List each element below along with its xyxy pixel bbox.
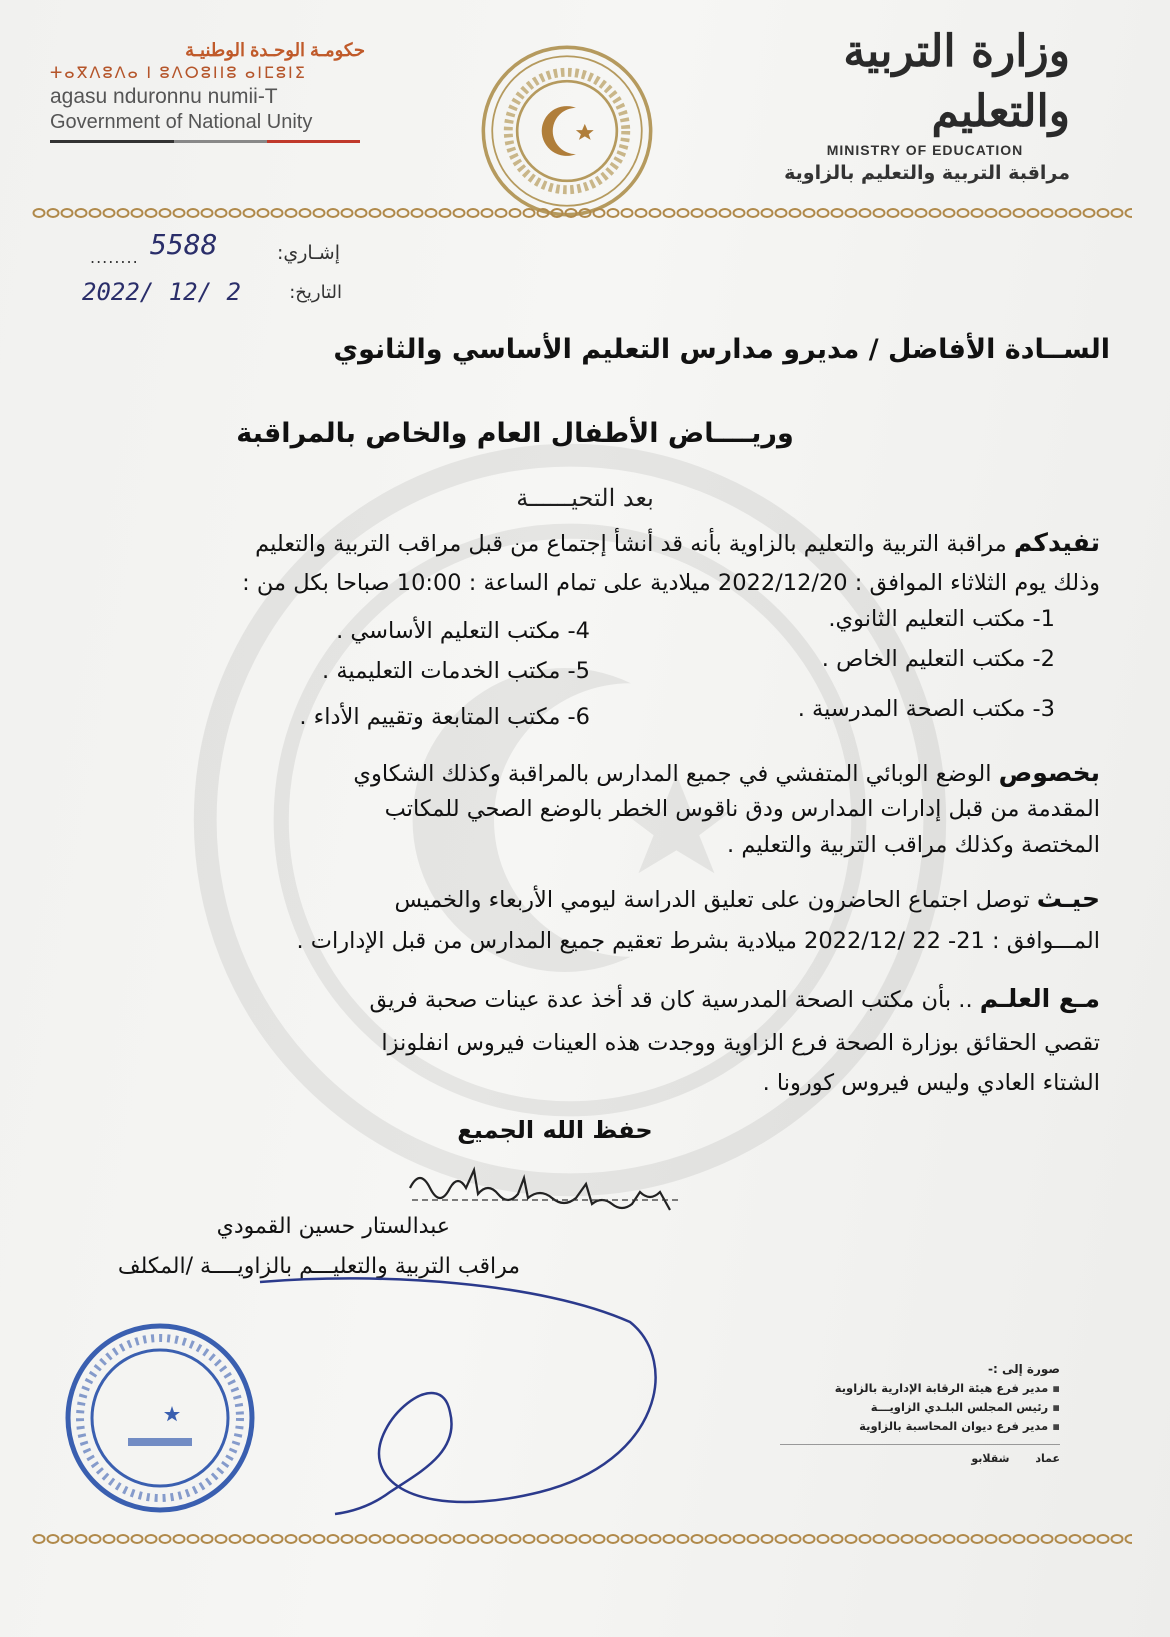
handwritten-signature (240, 1262, 680, 1522)
copies-title: صورة إلى :- (987, 1362, 1060, 1376)
note-line-2: تقصي الحقائق بوزارة الصحة فرع الزاوية ووجدت هذه العينات فيروس انفلونزا (381, 1030, 1100, 1056)
whereas-line-2: المـــوافق : 21- 22 /2022/12 ميلادية بشرط تعقيم جميع المدارس من قبل الإدارات . (296, 928, 1100, 954)
copies-item-2: ▪ رئيس المجلس البلـدي الزاويـــة (780, 1398, 1060, 1417)
regarding-lead: بخصوص (998, 758, 1100, 787)
ministry-subtitle: مراقبة التربية والتعليم بالزاوية (784, 162, 1070, 184)
date-value: 2022/ 12/ 2 (82, 278, 241, 306)
note-text: .. بأن مكتب الصحة المدرسية كان قد أخذ عدة عينات صحبة فريق (369, 987, 973, 1013)
state-seal (478, 42, 656, 220)
copies-footer (780, 1444, 1060, 1468)
regarding-text: الوضع الوبائي المتفشي في جميع المدارس بالمراقبة وكذلك الشكاوي (353, 761, 992, 787)
reference-dots: ........ (90, 248, 139, 267)
official-stamp (60, 1318, 260, 1518)
greeting: بعد التحيــــــة (516, 484, 654, 512)
gov-arabic-name: حكومـة الوحـدة الوطنيـة (185, 40, 365, 60)
reference-number-row (90, 228, 340, 268)
ministry-english-name: MINISTRY OF EDUCATION (826, 142, 1024, 158)
intro-paragraph (70, 526, 1100, 561)
bottom-decorative-border (32, 1532, 1132, 1546)
whereas-text: توصل اجتماع الحاضرون على تعليق الدراسة ليومي الأربعاء والخميس (394, 887, 1030, 913)
intro-lead: تفيدكم (1013, 528, 1100, 557)
office-item-6: 6- مكتب المتابعة وتقييم الأداء . (299, 704, 590, 730)
reference-label: إشـاري: (276, 242, 340, 264)
note-line-3: الشتاء العادي وليس فيروس كورونا . (762, 1070, 1100, 1096)
ministry-header (740, 22, 1070, 184)
whereas-lead: حيـث (1036, 884, 1100, 913)
office-item-2: 2- مكتب التعليم الخاص . (821, 646, 1055, 672)
addressee-line-1: الســادة الأفاضل / مديرو مدارس التعليم الأساسي والثانوي (333, 334, 1110, 365)
note-line-1 (70, 982, 1100, 1017)
signer-title: مراقب التربية والتعليـــم بالزاويــــة /المكلف (117, 1254, 520, 1279)
intro-text: مراقبة التربية والتعليم بالزاوية بأنه قد أنشأ إجتماع من قبل مراقب التربية والتعليم (255, 531, 1007, 557)
gov-color-rule (50, 140, 360, 143)
office-item-5: 5- مكتب الخدمات التعليمية . (322, 658, 590, 684)
regarding-line-1 (70, 756, 1100, 791)
whereas-line-1 (70, 882, 1100, 917)
government-header (50, 40, 370, 143)
intro-line-2: وذلك يوم الثلاثاء الموافق : 2022/12/20 ميلادية على تمام الساعة : 10:00 صباحا بكل من : (242, 570, 1100, 596)
closing-phrase: حفظ الله الجميع (457, 1116, 653, 1144)
office-item-4: 4- مكتب التعليم الأساسي . (336, 618, 590, 644)
copies-item-3: ▪ مدير فرع ديوان المحاسبة بالزاوية (780, 1417, 1060, 1436)
calligraphy-signature (400, 1158, 700, 1212)
top-decorative-border (32, 206, 1132, 220)
addressee-line-2: وريــــاض الأطفال العام والخاص بالمراقبة (236, 418, 794, 449)
ministry-calligraphy: وزارة التربية والتعليم (843, 26, 1070, 137)
office-item-3: 3- مكتب الصحة المدرسية . (797, 696, 1055, 722)
file-note: شقلابو (971, 1452, 1010, 1465)
note-lead: مـع العلـم (979, 984, 1100, 1013)
copies-to-block (780, 1360, 1060, 1468)
archive-note: عماد (1035, 1452, 1060, 1465)
reference-number: 5588 (150, 228, 218, 261)
gov-english-name: Government of National Unity (50, 111, 313, 133)
gov-amazigh-name: agasu nduronnu numii-T (50, 85, 278, 108)
gov-tifinagh-name: ⵜⴰⴳⴷⵓⴷⴰ ⵏ ⵓⴷⵔⵓⵏⵏⵓ ⴰⵏⵎⵓⵏⵉ (50, 65, 307, 82)
office-item-1: 1- مكتب التعليم الثانوي. (828, 606, 1055, 632)
copies-item-1: ▪ مدير فرع هيئة الرقابة الإدارية بالزاوية (780, 1379, 1060, 1398)
signer-name: عبدالستار حسين القمودي (216, 1214, 450, 1239)
date-row (82, 276, 342, 316)
regarding-line-3: المختصة وكذلك مراقب التربية والتعليم . (727, 832, 1100, 858)
date-label: التاريخ: (289, 282, 342, 303)
regarding-line-2: المقدمة من قبل إدارات المدارس ودق ناقوس الخطر بالوضع الصحي للمكاتب (384, 796, 1100, 822)
